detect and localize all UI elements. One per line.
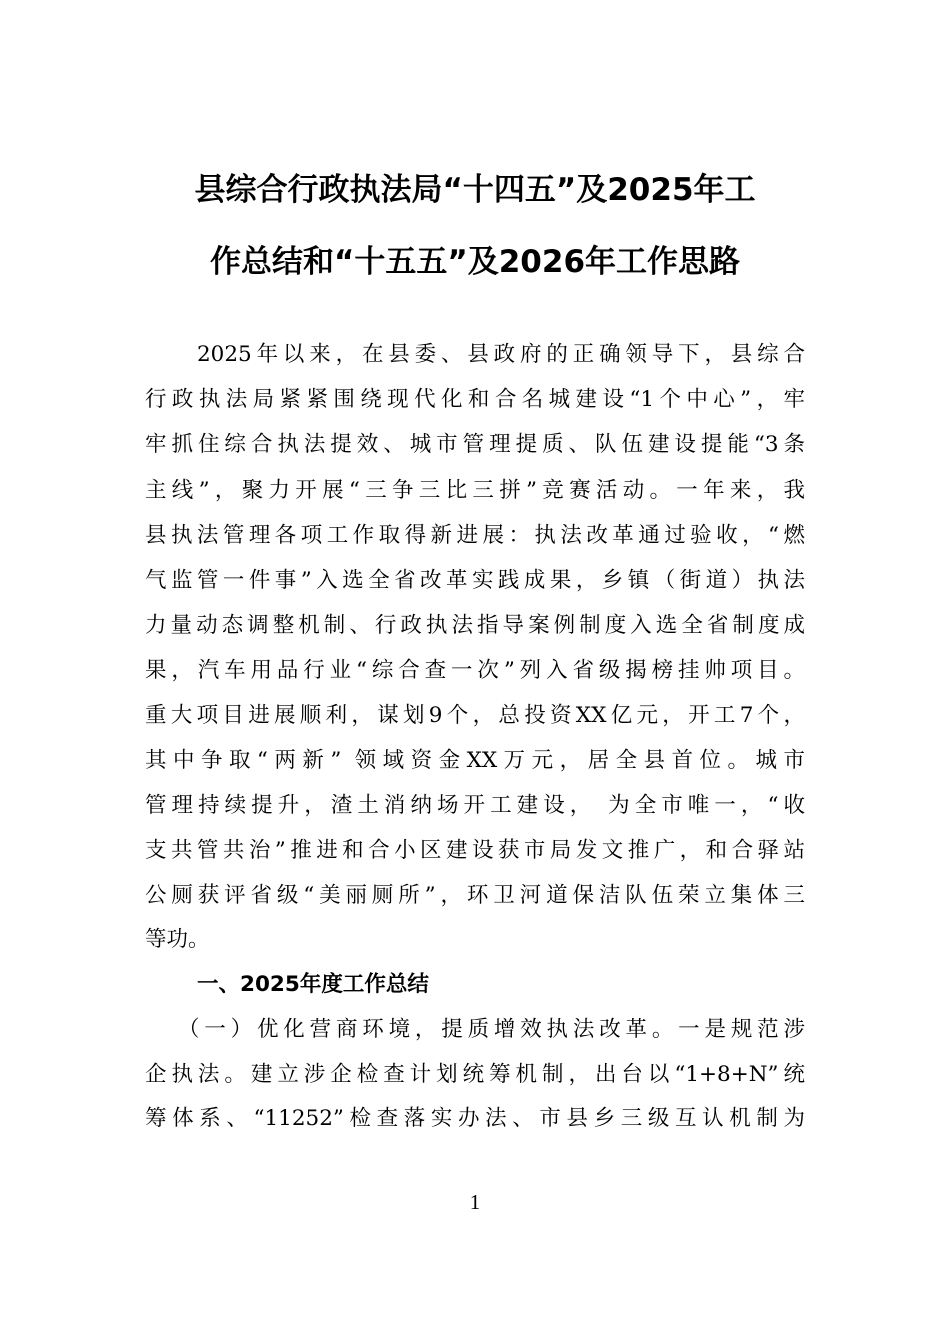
body-line: 管理持续提升，渣土消纳场开工建设， 为全市唯一，“收 <box>145 793 805 818</box>
document-title-line-1: 县综合行政执法局“十四五”及2025年工 <box>194 172 756 208</box>
body-line: 筹体系、“11252”检查落实办法、市县乡三级互认机制为 <box>145 1106 805 1131</box>
body-line: 等功。 <box>145 927 210 952</box>
body-line: 气监管一件事”入选全省改革实践成果，乡镇（街道）执法 <box>145 568 805 593</box>
section-heading: 一、2025年度工作总结 <box>197 972 429 997</box>
body-line: 公厕获评省级“美丽厕所”，环卫河道保洁队伍荣立集体三 <box>145 883 805 908</box>
body-line: 支共管共治”推进和合小区建设获市局发文推广，和合驿站 <box>145 838 805 863</box>
body-line: 2025年以来，在县委、县政府的正确领导下，县综合 <box>197 342 805 367</box>
body-line: 果，汽车用品行业“综合查一次”列入省级揭榜挂帅项目。 <box>145 658 805 683</box>
document-title-line-2: 作总结和“十五五”及2026年工作思路 <box>209 244 741 280</box>
body-line: 牢抓住综合执法提效、城市管理提质、队伍建设提能“3条 <box>145 432 805 457</box>
body-line: （一）优化营商环境，提质增效执法改革。一是规范涉 <box>178 1017 805 1042</box>
page-number: 1 <box>469 1190 481 1214</box>
body-line: 行政执法局紧紧围绕现代化和合名城建设“1个中心”，牢 <box>145 387 805 412</box>
body-line: 企执法。建立涉企检查计划统筹机制，出台以“1+8+N”统 <box>145 1062 805 1087</box>
body-line: 力量动态调整机制、行政执法指导案例制度入选全省制度成 <box>145 613 805 638</box>
body-line: 其中争取“两新” 领域资金XX万元，居全县首位。城市 <box>145 748 805 773</box>
body-line: 主线”，聚力开展“三争三比三拼”竞赛活动。一年来，我 <box>145 478 805 503</box>
body-line: 县执法管理各项工作取得新进展：执法改革通过验收，“燃 <box>145 523 805 548</box>
body-line: 重大项目进展顺利，谋划9个，总投资XX亿元，开工7个， <box>145 703 805 728</box>
